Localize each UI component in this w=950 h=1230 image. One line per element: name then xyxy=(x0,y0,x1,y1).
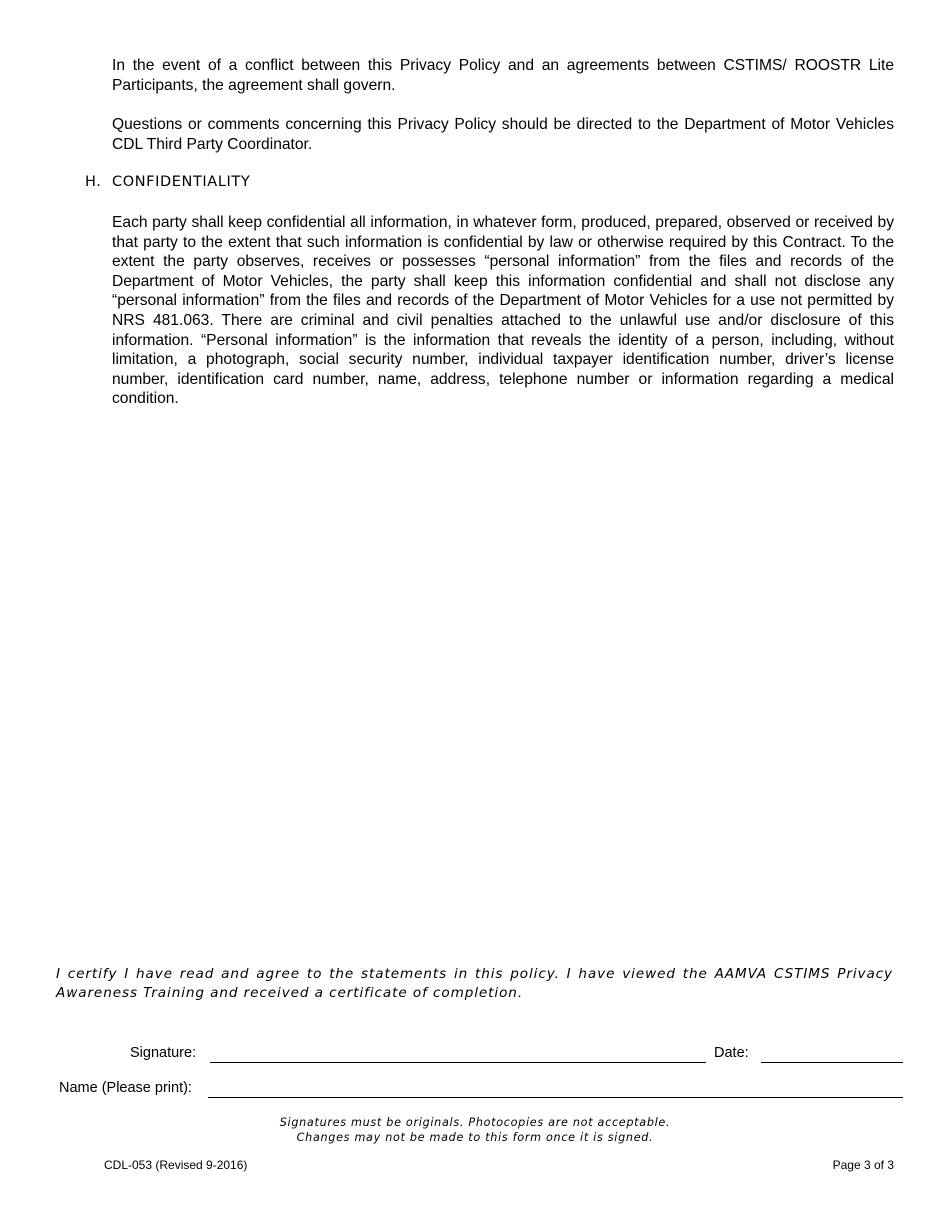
signature-label: Signature: xyxy=(130,1045,197,1061)
form-id: CDL-053 (Revised 9-2016) xyxy=(104,1158,248,1172)
signature-notice xyxy=(250,1115,700,1145)
section-heading-confidentiality xyxy=(85,174,250,190)
section-title: CONFIDENTIALITY xyxy=(112,174,251,190)
section-letter: H. xyxy=(85,174,102,190)
name-field[interactable] xyxy=(208,1097,903,1098)
page-number: Page 3 of 3 xyxy=(832,1158,894,1172)
certification-statement: I certify I have read and agree to the statements in this policy. I have viewed the AAMVA CSTIMS Privacy Awareness Training and received a certificate of completion. xyxy=(56,966,893,1001)
date-field[interactable] xyxy=(761,1062,903,1063)
paragraph-questions: Questions or comments concerning this Privacy Policy should be directed to the Department of Motor Vehicles CDL Third Party Coordinator. xyxy=(112,116,894,153)
notice-line-originals: Signatures must be originals. Photocopies are not acceptable. xyxy=(279,1116,671,1129)
date-label: Date: xyxy=(714,1045,749,1061)
notice-line-changes: Changes may not be made to this form once it is signed. xyxy=(296,1131,654,1144)
signature-field[interactable] xyxy=(210,1062,706,1063)
paragraph-confidentiality: Each party shall keep confidential all information, in whatever form, produced, prepared, observed or received by that party to the extent that such information is confidential by law or otherwise required by this Contract. To the extent the party observes, receives or possesses “personal information” from the files and records of the Department of Motor Vehicles, the party shall keep this information confidential and shall not disclose any “personal information” from the files and records of the Department of Motor Vehicles for a use not permitted by NRS 481.063. There are criminal and civil penalties attached to the unlawful use and/or disclosure of this information. “Personal information” is the information that reveals the identity of a person, including, without limitation, a photograph, social security number, individual taxpayer identification number, driver’s license number, identification card number, name, address, telephone number or information regarding a medical condition. xyxy=(112,214,894,408)
name-label: Name (Please print): xyxy=(59,1080,192,1096)
paragraph-conflict: In the event of a conflict between this Privacy Policy and an agreements between CSTIMS/ ROOSTR Lite Participants, the agreement shall govern. xyxy=(112,57,894,94)
